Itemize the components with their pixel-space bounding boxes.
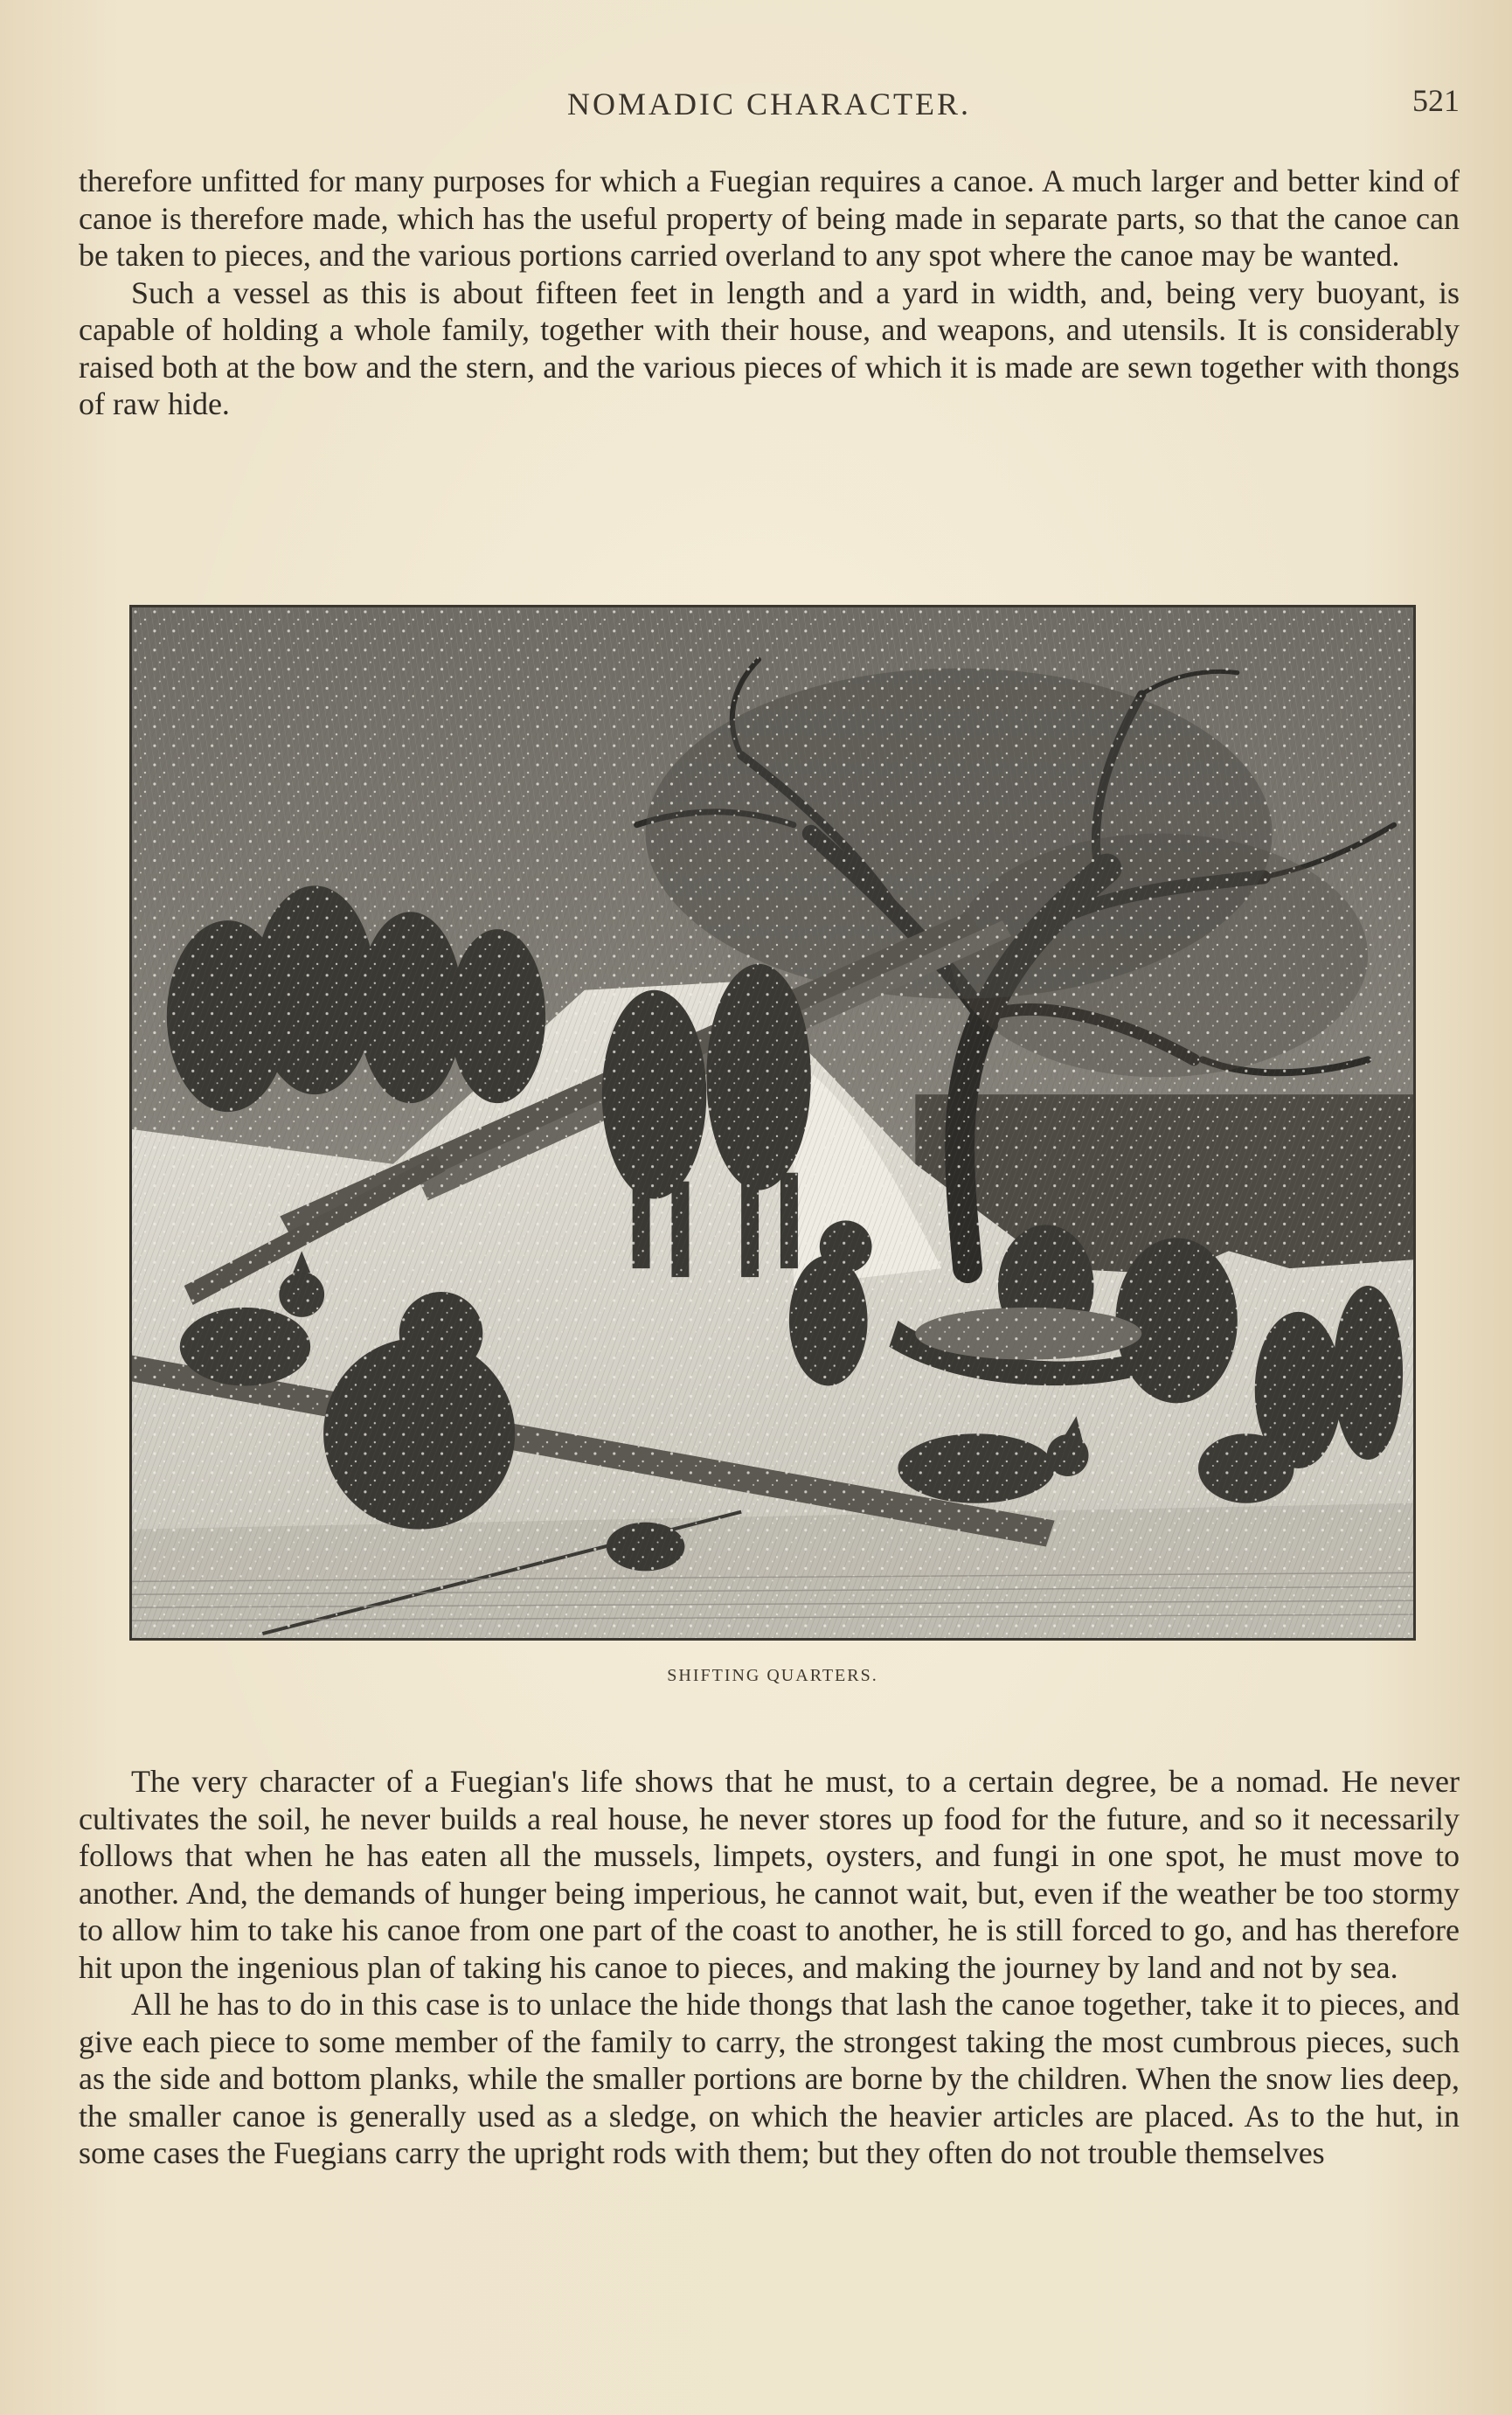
top-text-block bbox=[79, 163, 1460, 423]
paragraph: Such a vessel as this is about fifteen feet in length and a yard in width, and, being very buoyant, is capable of holding a whole family, together with their house, and weapons, and utensils. It is considerably raised both at the bow and the stern, and the various pieces of which it is made are sewn together with thongs of raw hide. bbox=[79, 274, 1460, 421]
bottom-text-block bbox=[79, 1763, 1460, 2172]
paragraph: All he has to do in this case is to unlace the hide thongs that lash the canoe together, take it to pieces, and give each piece to some member of the family to carry, the strongest taking the most cumbrous pieces, such as the side and bottom planks, while the smaller portions are borne by the children. When the snow lies deep, the smaller canoe is generally used as a sledge, on which the heavier articles are placed. As to the hut, in some cases the Fuegians carry the upright rods with them; but they often do not trouble themselves bbox=[79, 1987, 1460, 2170]
paragraph: therefore unfitted for many purposes for which a Fuegian requires a canoe. A much larger and better kind of canoe is therefore made, which has the useful property of being made in separate parts, so that the canoe can be taken to pieces, and the various portions carried overland to any spot where the canoe may be wanted. bbox=[79, 163, 1460, 273]
paragraph: The very character of a Fuegian's life shows that he must, to a certain degree, be a nomad. He never cultivates the soil, he never builds a real house, he never stores up food for the future, and so it necessarily follows that when he has eaten all the mussels, limpets, oysters, and fungi in one spot, he must move to another. And, the demands of hunger being imperious, he cannot wait, but, even if the weather be too stormy to allow him to take his canoe from one part of the coast to another, he is still forced to go, and has therefore hit upon the ingenious plan of taking his canoe to pieces, and making the journey by land and not by sea. bbox=[79, 1764, 1460, 1985]
running-head: NOMADIC CHARACTER. bbox=[566, 87, 972, 121]
page-header bbox=[79, 83, 1460, 138]
figure-caption: SHIFTING QUARTERS. bbox=[667, 1666, 878, 1685]
engraving-illustration bbox=[129, 605, 1416, 1641]
page-number: 521 bbox=[1412, 83, 1460, 118]
falling-snow bbox=[132, 607, 1413, 1638]
engraving-image bbox=[132, 607, 1413, 1638]
